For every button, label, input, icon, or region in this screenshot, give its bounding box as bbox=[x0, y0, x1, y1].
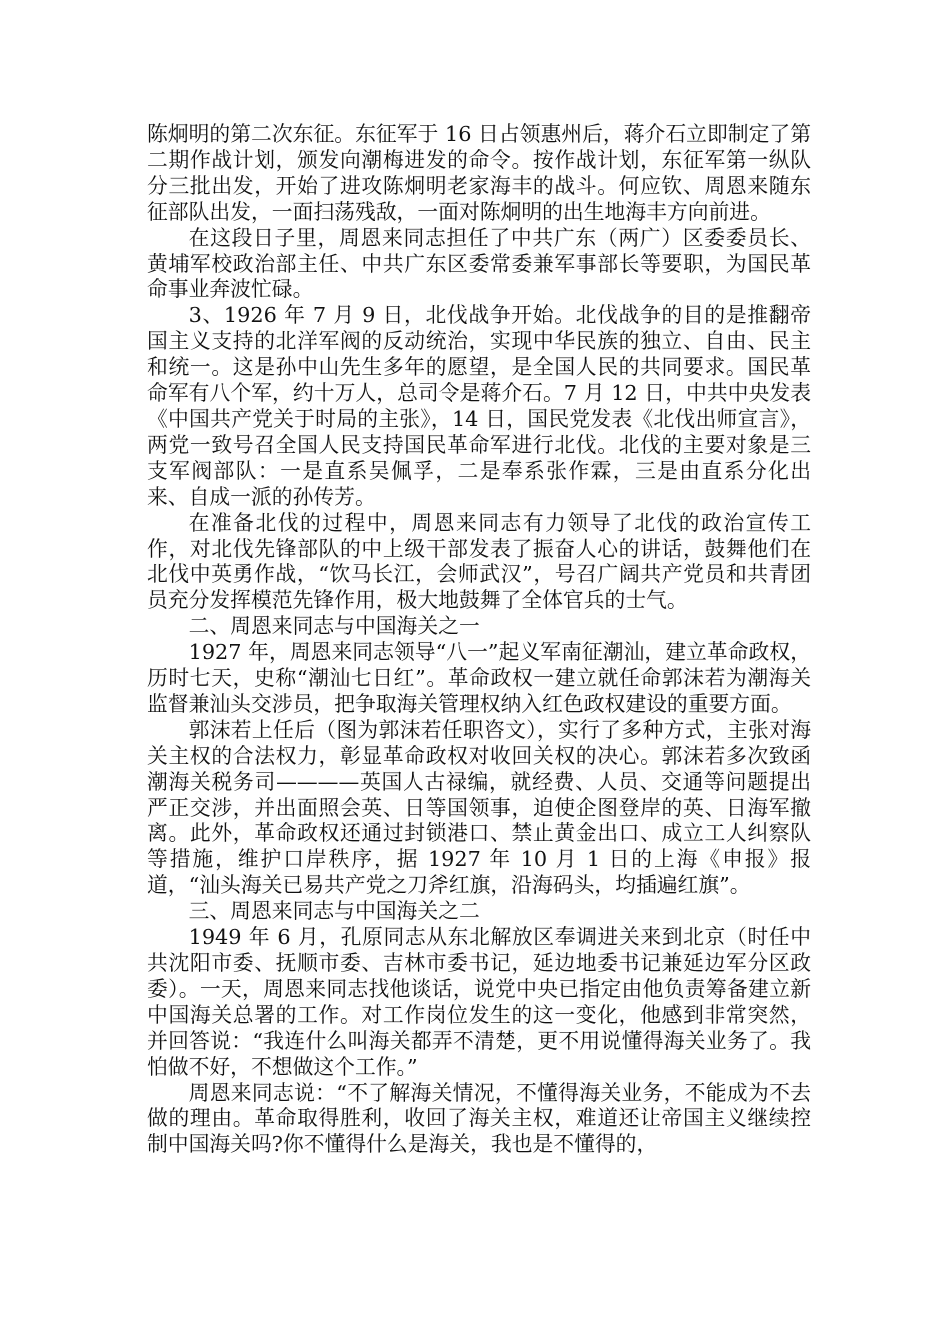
paragraph-zhou-reply: 周恩来同志说：“不了解海关情况，不懂得海关业务，不能成为不去做的理由。革命取得胜利，收回了海关主权，难道还让帝国主义继续控制中国海关吗?你不懂得什么是海关，我也是不懂得的， bbox=[147, 1080, 811, 1157]
paragraph-propaganda-work: 在准备北伐的过程中，周恩来同志有力领导了北伐的政治宣传工作，对北伐先锋部队的中上级干部发表了振奋人心的讲话，鼓舞他们在北伐中英勇作战，“饮马长江，会师武汉”，号召广阔共产党员和共青团员充分发挥模范先锋作用，极大地鼓舞了全体官兵的士气。 bbox=[147, 510, 811, 613]
paragraph-zhou-positions: 在这段日子里，周恩来同志担任了中共广东（两广）区委委员长、黄埔军校政治部主任、中共广东区委常委兼军事部长等要职，为国民革命事业奔波忙碌。 bbox=[147, 225, 811, 302]
paragraph-northern-expedition: 3、1926 年 7 月 9 日，北伐战争开始。北伐战争的目的是推翻帝国主义支持的北洋军阀的反动统治，实现中华民族的独立、自由、民主和统一。这是孙中山先生多年的愿望，是全国人民的共同要求。国民革命军有八个军，约十万人，总司令是蒋介石。7 月 12 日，中共中央发表《中国共产党关于时局的主张》，14 日，国民党发表《北伐出师宣言》，两党一致号召全国人民支持国民革命军进行北伐。北伐的主要对象是三支军阀部队：一是直系吴佩孚，二是奉系张作霖，三是由直系分化出来、自成一派的孙传芳。 bbox=[147, 303, 811, 509]
document-body bbox=[147, 122, 811, 1158]
paragraph-east-expedition: 陈炯明的第二次东征。东征军于 16 日占领惠州后，蒋介石立即制定了第二期作战计划，颁发向潮梅进发的命令。按作战计划，东征军第一纵队分三批出发，开始了进攻陈炯明老家海丰的战斗。何应钦、周恩来随东征部队出发，一面扫荡残敌，一面对陈炯明的出生地海丰方向前进。 bbox=[147, 122, 811, 224]
paragraph-kong-yuan: 1949 年 6 月，孔原同志从东北解放区奉调进关来到北京（时任中共沈阳市委、抚顺市委、吉林市委书记，延边地委书记兼延边军分区政委）。一天，周恩来同志找他谈话，说党中央已指定由他负责筹备建立新中国海关总署的工作。对工作岗位发生的这一变化，他感到非常突然，并回答说：“我连什么叫海关都弄不清楚，更不用说懂得海关业务了。我怕做不好，不想做这个工作。” bbox=[147, 925, 811, 1079]
paragraph-guo-moruo: 郭沫若上任后（图为郭沫若任职咨文），实行了多种方式，主张对海关主权的合法权力，彰显革命政权对收回关权的决心。郭沫若多次致函潮海关税务司————英国人古禄编，就经费、人员、交通等问题提出严正交涉，并出面照会英、日等国领事，迫使企图登岸的英、日海军撤离。此外，革命政权还通过封锁港口、禁止黄金出口、成立工人纠察队等措施，维护口岸秩序，据 1927 年 10 月 1 日的上海《申报》报道，“汕头海关已易共产党之刀斧红旗，沿海码头，均插遍红旗”。 bbox=[147, 717, 811, 898]
section-heading-customs-part-two: 三、周恩来同志与中国海关之二 bbox=[188, 899, 480, 924]
paragraph-chaoshan-uprising: 1927 年，周恩来同志领导“八一”起义军南征潮汕，建立革命政权，历时七天，史称“潮汕七日红”。革命政权一建立就任命郭沫若为潮海关监督兼汕头交涉员，把争取海关管理权纳入红色政权建设的重要方面。 bbox=[147, 640, 811, 716]
section-heading-customs-part-one: 二、周恩来同志与中国海关之一 bbox=[188, 614, 480, 639]
